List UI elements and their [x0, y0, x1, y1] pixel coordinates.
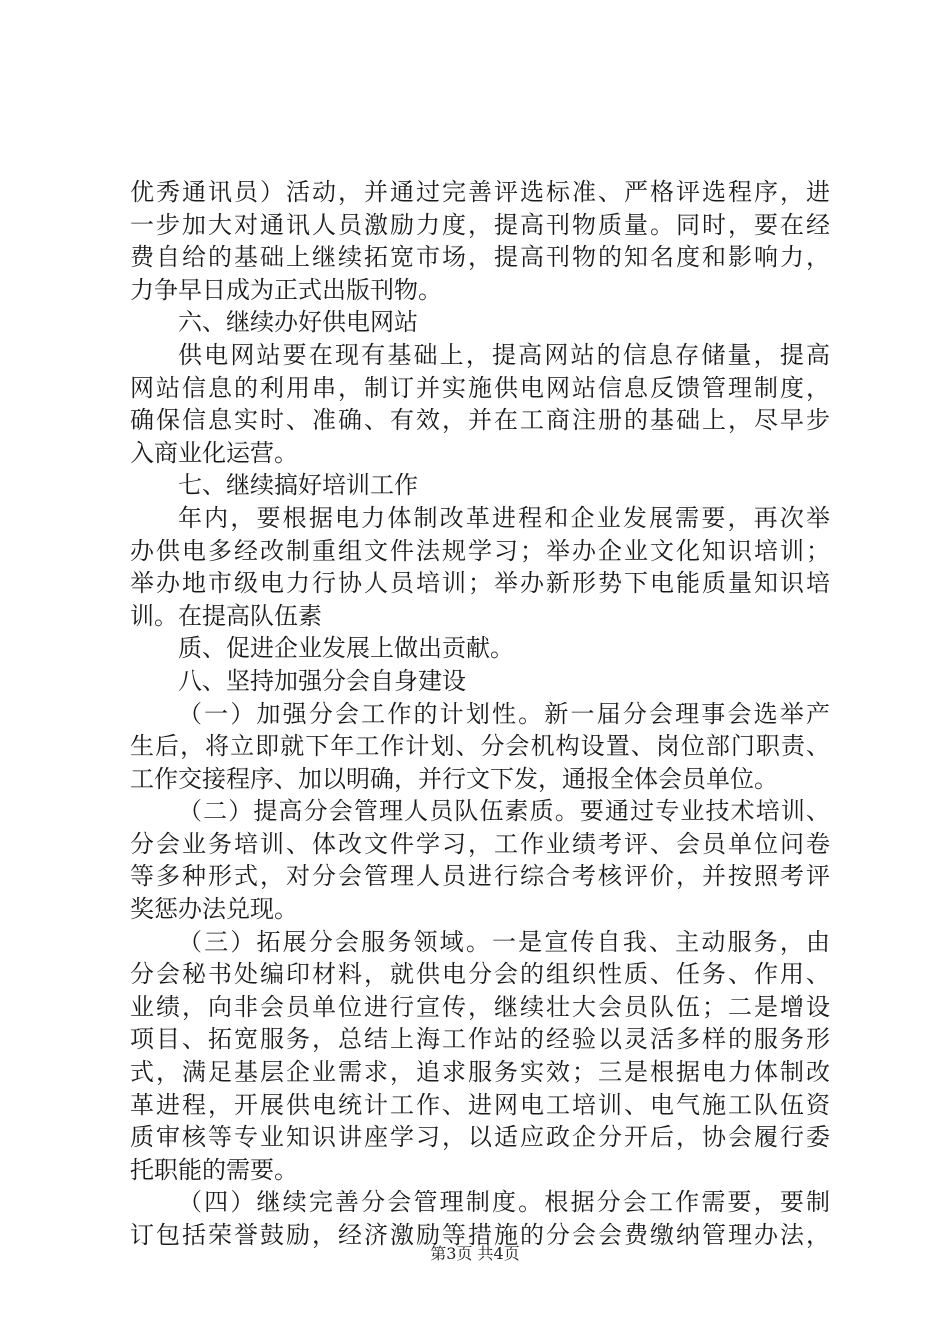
text-line: 质、促进企业发展上做出贡献。: [178, 634, 514, 663]
text-line: 工作交接程序、加以明确，并行文下发，通报全体会员单位。: [130, 764, 778, 793]
text-line: 举办地市级电力行协人员培训；举办新形势下电能质量知识培: [130, 569, 830, 598]
text-line: 业绩，向非会员单位进行宣传，继续壮大会员队伍；二是增设: [130, 992, 830, 1021]
text-line: 奖惩办法兑现。: [130, 895, 298, 924]
text-line: 托职能的需要。: [130, 1155, 298, 1184]
text-line: 力争早日成为正式出版刊物。: [130, 275, 442, 304]
text-line: 订包括荣誉鼓励，经济激励等措施的分会会费缴纳管理办法，: [130, 1221, 830, 1249]
text-line: 等多种形式，对分会管理人员进行综合考核评价，并按照考评: [130, 862, 830, 891]
text-line: 八、坚持加强分会自身建设: [178, 666, 466, 695]
text-line: 训。在提高队伍素: [130, 601, 322, 630]
text-line: 费自给的基础上继续拓宽市场，提高刊物的知名度和影响力，: [130, 243, 830, 272]
text-line: 优秀通讯员）活动，并通过完善评选标准、严格评选程序，进: [130, 178, 830, 206]
text-line: （三）拓展分会服务领域。一是宣传自我、主动服务，由: [178, 927, 830, 956]
document-body: [130, 176, 830, 1252]
text-line: 项目、拓宽服务，总结上海工作站的经验以灵活多样的服务形: [130, 1025, 830, 1054]
text-line: （二）提高分会管理人员队伍素质。要通过专业技术培训、: [178, 797, 830, 826]
text-line: 一步加大对通讯人员激励力度，提高刊物质量。同时，要在经: [130, 210, 830, 239]
text-line: 入商业化运营。: [130, 438, 298, 467]
text-line: 式，满足基层企业需求，追求服务实效；三是根据电力体制改: [130, 1058, 830, 1087]
text-line: 生后，将立即就下年工作计划、分会机构设置、岗位部门职责、: [130, 732, 830, 761]
text-line: 供电网站要在现有基础上，提高网站的信息存储量，提高: [178, 340, 830, 369]
text-line: 分会业务培训、体改文件学习，工作业绩考评、会员单位问卷: [130, 829, 830, 858]
text-line: 办供电多经改制重组文件法规学习；举办企业文化知识培训；: [130, 536, 830, 565]
text-line: 网站信息的利用串，制订并实施供电网站信息反馈管理制度，: [130, 373, 830, 402]
text-line: （一）加强分会工作的计划性。新一届分会理事会选举产: [178, 699, 830, 728]
text-line: 六、继续办好供电网站: [178, 308, 418, 337]
text-line: 确保信息实时、准确、有效，并在工商注册的基础上，尽早步: [130, 406, 830, 435]
text-line: 七、继续搞好培训工作: [178, 471, 418, 500]
text-line: 革进程，开展供电统计工作、进网电工培训、电气施工队伍资: [130, 1090, 830, 1119]
text-line: 质审核等专业知识讲座学习，以适应政企分开后，协会履行委: [130, 1123, 830, 1152]
text-line: 分会秘书处编印材料，就供电分会的组织性质、任务、作用、: [130, 960, 830, 989]
page-footer: 第3页 共4页: [430, 1244, 520, 1263]
text-line: （四）继续完善分会管理制度。根据分会工作需要，要制: [178, 1188, 830, 1217]
text-line: 年内，要根据电力体制改革进程和企业发展需要，再次举: [178, 503, 830, 532]
